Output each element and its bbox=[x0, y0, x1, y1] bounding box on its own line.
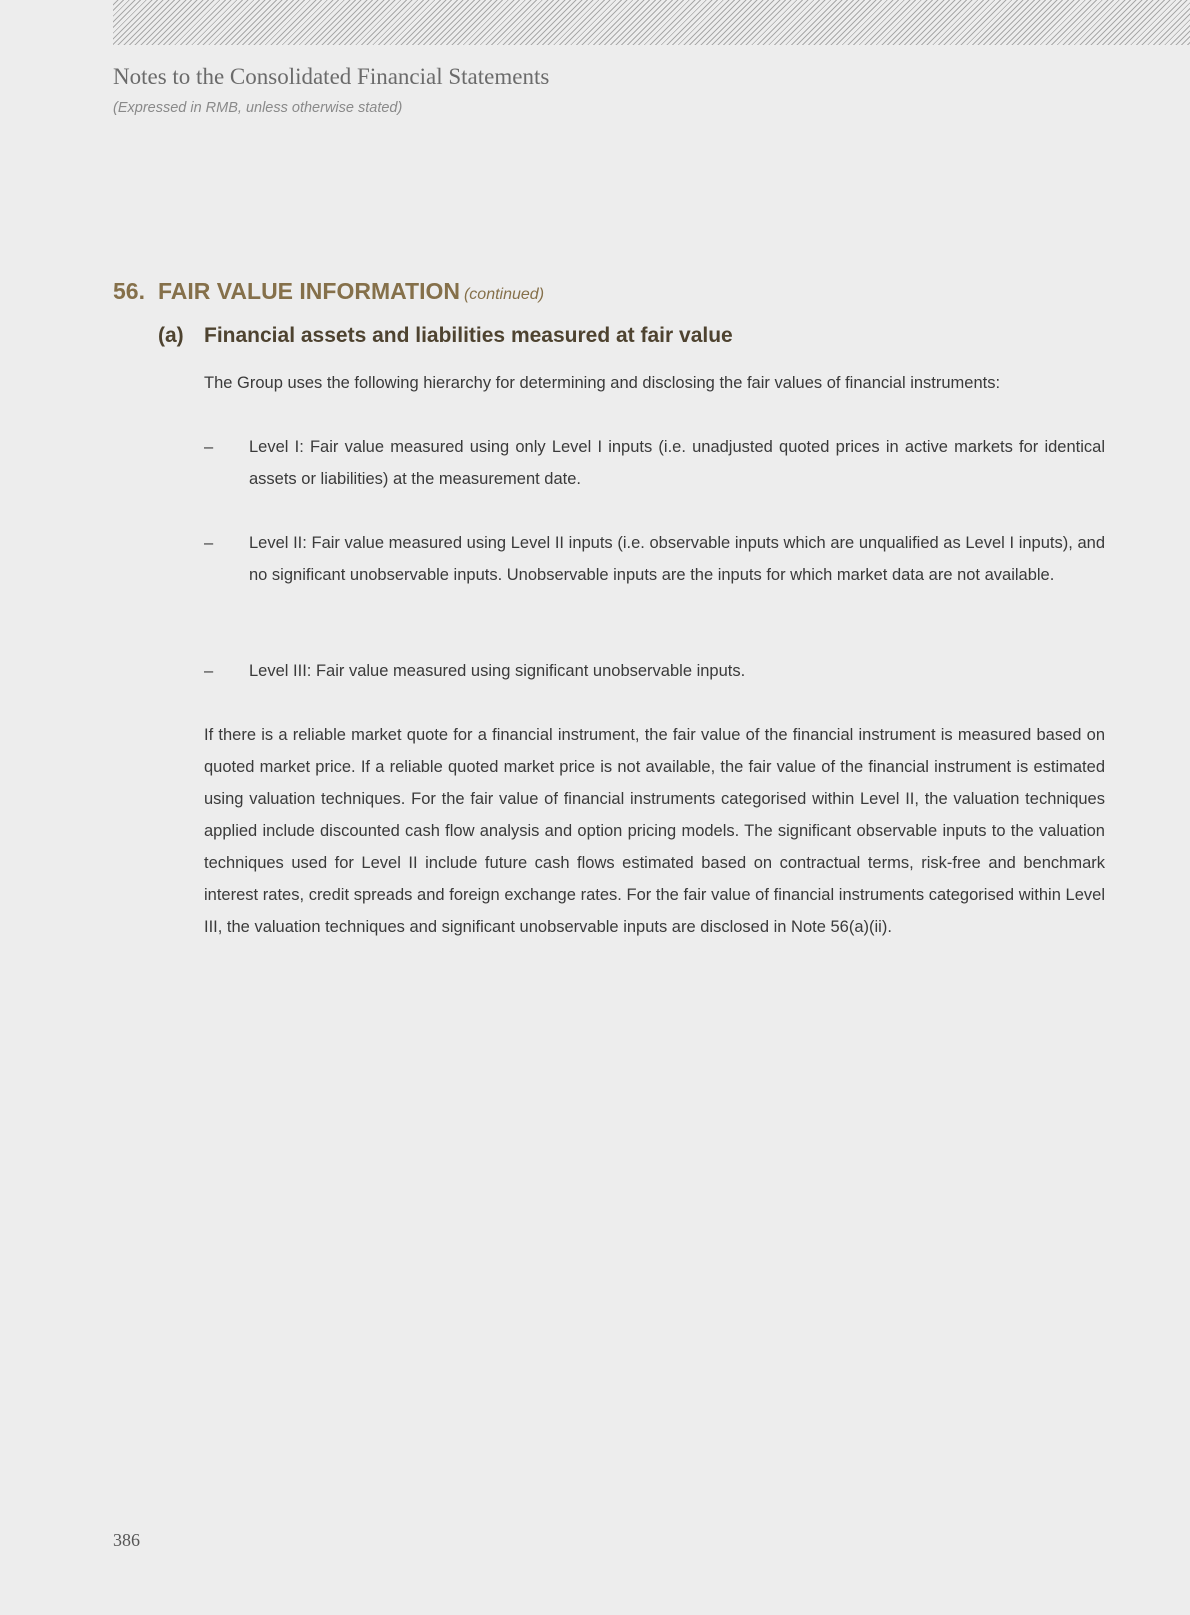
page-number: 386 bbox=[113, 1530, 140, 1550]
subsection-title: Financial assets and liabilities measured at fair value bbox=[204, 324, 733, 347]
list-item-text: Level I: Fair value measured using only Level I inputs (i.e. unadjusted quoted prices in active markets for identical assets or liabilities) at the measurement date. bbox=[249, 438, 1105, 488]
section-continued: (continued) bbox=[463, 286, 545, 303]
list-item bbox=[204, 431, 1105, 495]
intro-text: The Group uses the following hierarchy for determining and disclosing the fair values of financial instruments: bbox=[204, 374, 1001, 392]
bullet-dash: – bbox=[204, 534, 214, 552]
list-item bbox=[204, 655, 1105, 687]
list-item-text: Level II: Fair value measured using Level II inputs (i.e. observable inputs which are unqualified as Level I inputs), and no significant unobservable inputs. Unobservable inputs are the inputs for which market data are not available. bbox=[249, 534, 1105, 584]
bullet-dash: – bbox=[204, 438, 214, 456]
header-subtitle: (Expressed in RMB, unless otherwise stated) bbox=[113, 100, 403, 116]
subsection-heading bbox=[158, 324, 733, 348]
section-number: 56. bbox=[113, 278, 145, 304]
section-heading bbox=[113, 278, 544, 305]
section-title: FAIR VALUE INFORMATION bbox=[158, 278, 460, 304]
header-hatch-band bbox=[113, 0, 1190, 45]
header-title: Notes to the Consolidated Financial Statements bbox=[113, 64, 550, 89]
list-item-text: Level III: Fair value measured using significant unobservable inputs. bbox=[249, 662, 746, 680]
bullet-dash: – bbox=[204, 662, 214, 680]
list-item bbox=[204, 527, 1105, 591]
subsection-label: (a) bbox=[158, 324, 184, 347]
body-paragraph: If there is a reliable market quote for a financial instrument, the fair value of the financial instrument is measured based on quoted market price. If a reliable quoted market price is not available, the fair value of the financial instrument is estimated using valuation techniques. For the fair value of financial instruments categorised within Level II, the valuation techniques applied include discounted cash flow analysis and option pricing models. The significant observable inputs to the valuation techniques used for Level II include future cash flows estimated based on contractual terms, risk-free and benchmark interest rates, credit spreads and foreign exchange rates. For the fair value of financial instruments categorised within Level III, the valuation techniques and significant unobservable inputs are disclosed in Note 56(a)(ii). bbox=[204, 726, 1105, 936]
